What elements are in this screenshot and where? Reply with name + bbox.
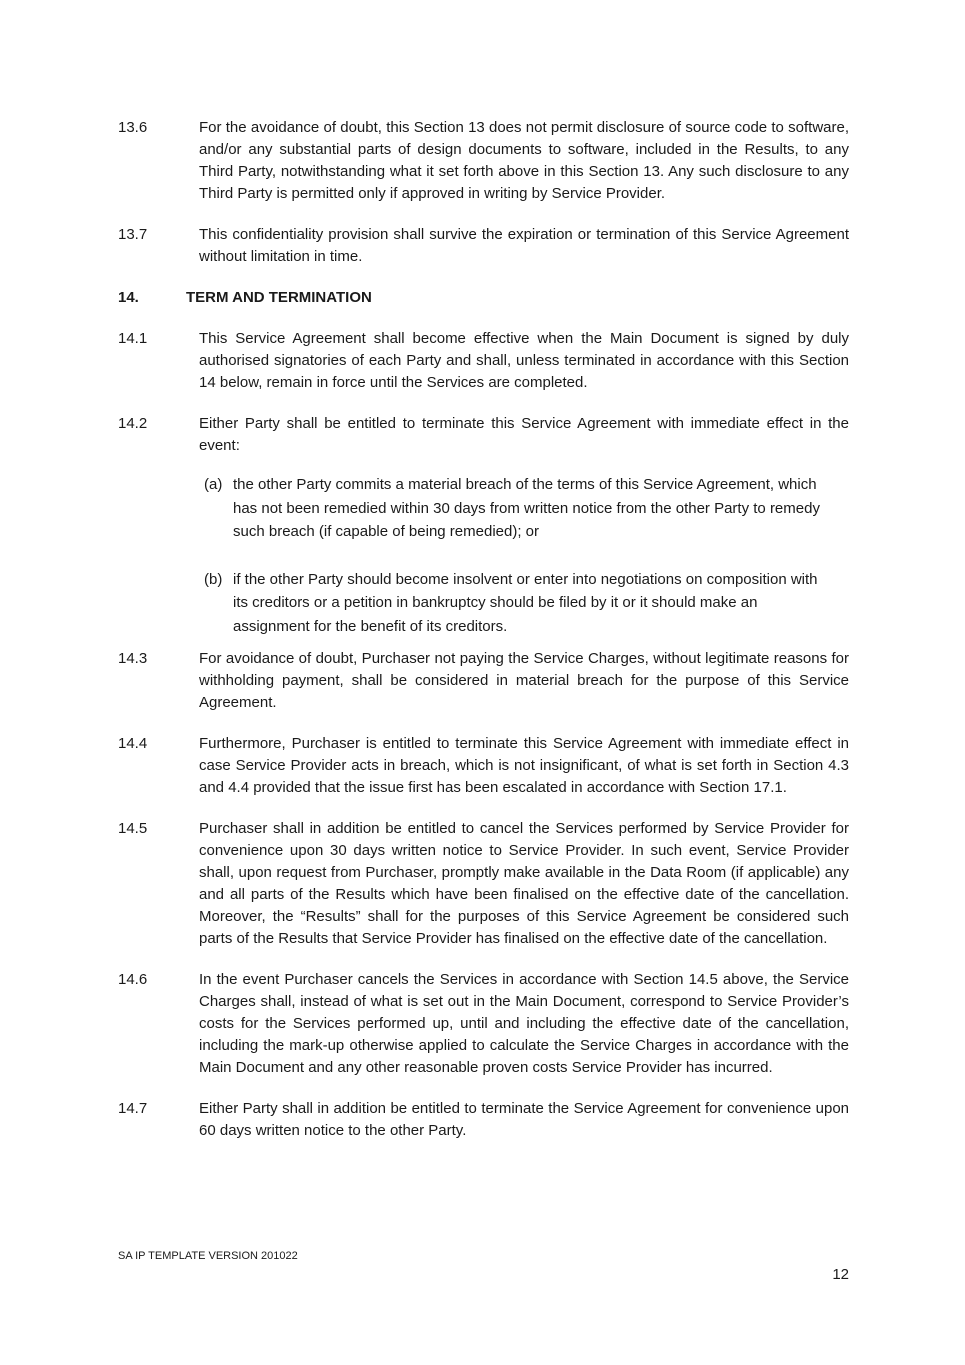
clause-14-2 (118, 413, 849, 457)
section-title: TERM AND TERMINATION (186, 289, 372, 306)
clause-number: 14.5 (118, 820, 148, 837)
clause-14-3 (118, 648, 849, 714)
clause-text: For avoidance of doubt, Purchaser not paying the Service Charges, without legitimate reasons for withholding payment, shall be considered in material breach for the purpose of this Service Agreement. (199, 650, 849, 711)
item-letter: (a) (204, 476, 223, 493)
clause-text: Purchaser shall in addition be entitled to cancel the Services performed by Service Provider for convenience upon 30 days written notice to Service Provider. In such event, Service Provider shall, upon request from Purchaser, promptly make available in the Data Room (if applicable) any and all parts of the Results which have been finalised on the effective date of the cancellation. Moreover, the “Results” shall for the purposes of this Service Agreement be considered such parts of the Results that Service Provider has finalised on the effective date of the cancellation. (199, 820, 849, 947)
clause-number: 13.6 (118, 119, 148, 136)
clause-number: 14.3 (118, 650, 148, 667)
clause-number: 14.1 (118, 330, 148, 347)
item-text: if the other Party should become insolvent or enter into negotiations on composition with its creditors or a petition in bankruptcy should be filed by it or it should make an assignment for the benefit of its creditors. (233, 570, 818, 635)
clause-13-7 (118, 224, 849, 268)
clause-number: 14.2 (118, 415, 148, 432)
clause-text: Either Party shall be entitled to terminate this Service Agreement with immediate effect in the event: (199, 415, 849, 454)
clause-14-6 (118, 969, 849, 1079)
footer-version: SA IP TEMPLATE VERSION 201022 (118, 1250, 298, 1262)
clause-13-6 (118, 117, 849, 205)
document-body (118, 117, 849, 1161)
clause-14-2-item-a (204, 473, 830, 544)
clause-number: 14.6 (118, 971, 148, 988)
section-heading-14 (118, 287, 849, 309)
clause-14-7 (118, 1098, 849, 1142)
clause-text: In the event Purchaser cancels the Services in accordance with Section 14.5 above, the Service Charges shall, instead of what is set out in the Main Document, correspond to Service Provider’s costs for the Services performed up, until and including the effective date of the cancellation, including the mark-up otherwise applied to calculate the Service Charges in accordance with the Main Document and any other reasonable proven costs Service Provider has incurred. (199, 971, 849, 1076)
clause-14-4 (118, 733, 849, 799)
clause-14-2-item-b (204, 568, 830, 639)
clause-text: Either Party shall in addition be entitled to terminate the Service Agreement for convenience upon 60 days written notice to the other Party. (199, 1100, 849, 1139)
clause-text: Furthermore, Purchaser is entitled to terminate this Service Agreement with immediate effect in case Service Provider acts in breach, which is not insignificant, of what is set forth in Section 4.3 and 4.4 provided that the issue first has been escalated in accordance with Section 17.1. (199, 735, 849, 796)
page-number: 12 (832, 1266, 849, 1283)
item-letter: (b) (204, 570, 223, 588)
clause-14-5 (118, 818, 849, 950)
clause-text: For the avoidance of doubt, this Section 13 does not permit disclosure of source code to software, and/or any substantial parts of design documents to software, included in the Results, to any Third Party, notwithstanding what it set forth above in this Section 13. Any such disclosure to any Third Party is permitted only if approved in writing by Service Provider. (199, 119, 849, 202)
clause-number: 14.4 (118, 735, 148, 752)
clause-text: This Service Agreement shall become effective when the Main Document is signed by duly authorised signatories of each Party and shall, unless terminated in accordance with this Section 14 below, remain in force until the Services are completed. (199, 330, 849, 391)
clause-number: 14.7 (118, 1100, 148, 1117)
clause-14-1 (118, 328, 849, 394)
item-text: the other Party commits a material breach of the terms of this Service Agreement, which has not been remedied within 30 days from written notice from the other Party to remedy such breach (if capable of being remedied); or (233, 476, 820, 540)
section-number: 14. (118, 289, 139, 306)
clause-number: 13.7 (118, 226, 148, 243)
clause-text: This confidentiality provision shall survive the expiration or termination of this Service Agreement without limitation in time. (199, 226, 849, 265)
